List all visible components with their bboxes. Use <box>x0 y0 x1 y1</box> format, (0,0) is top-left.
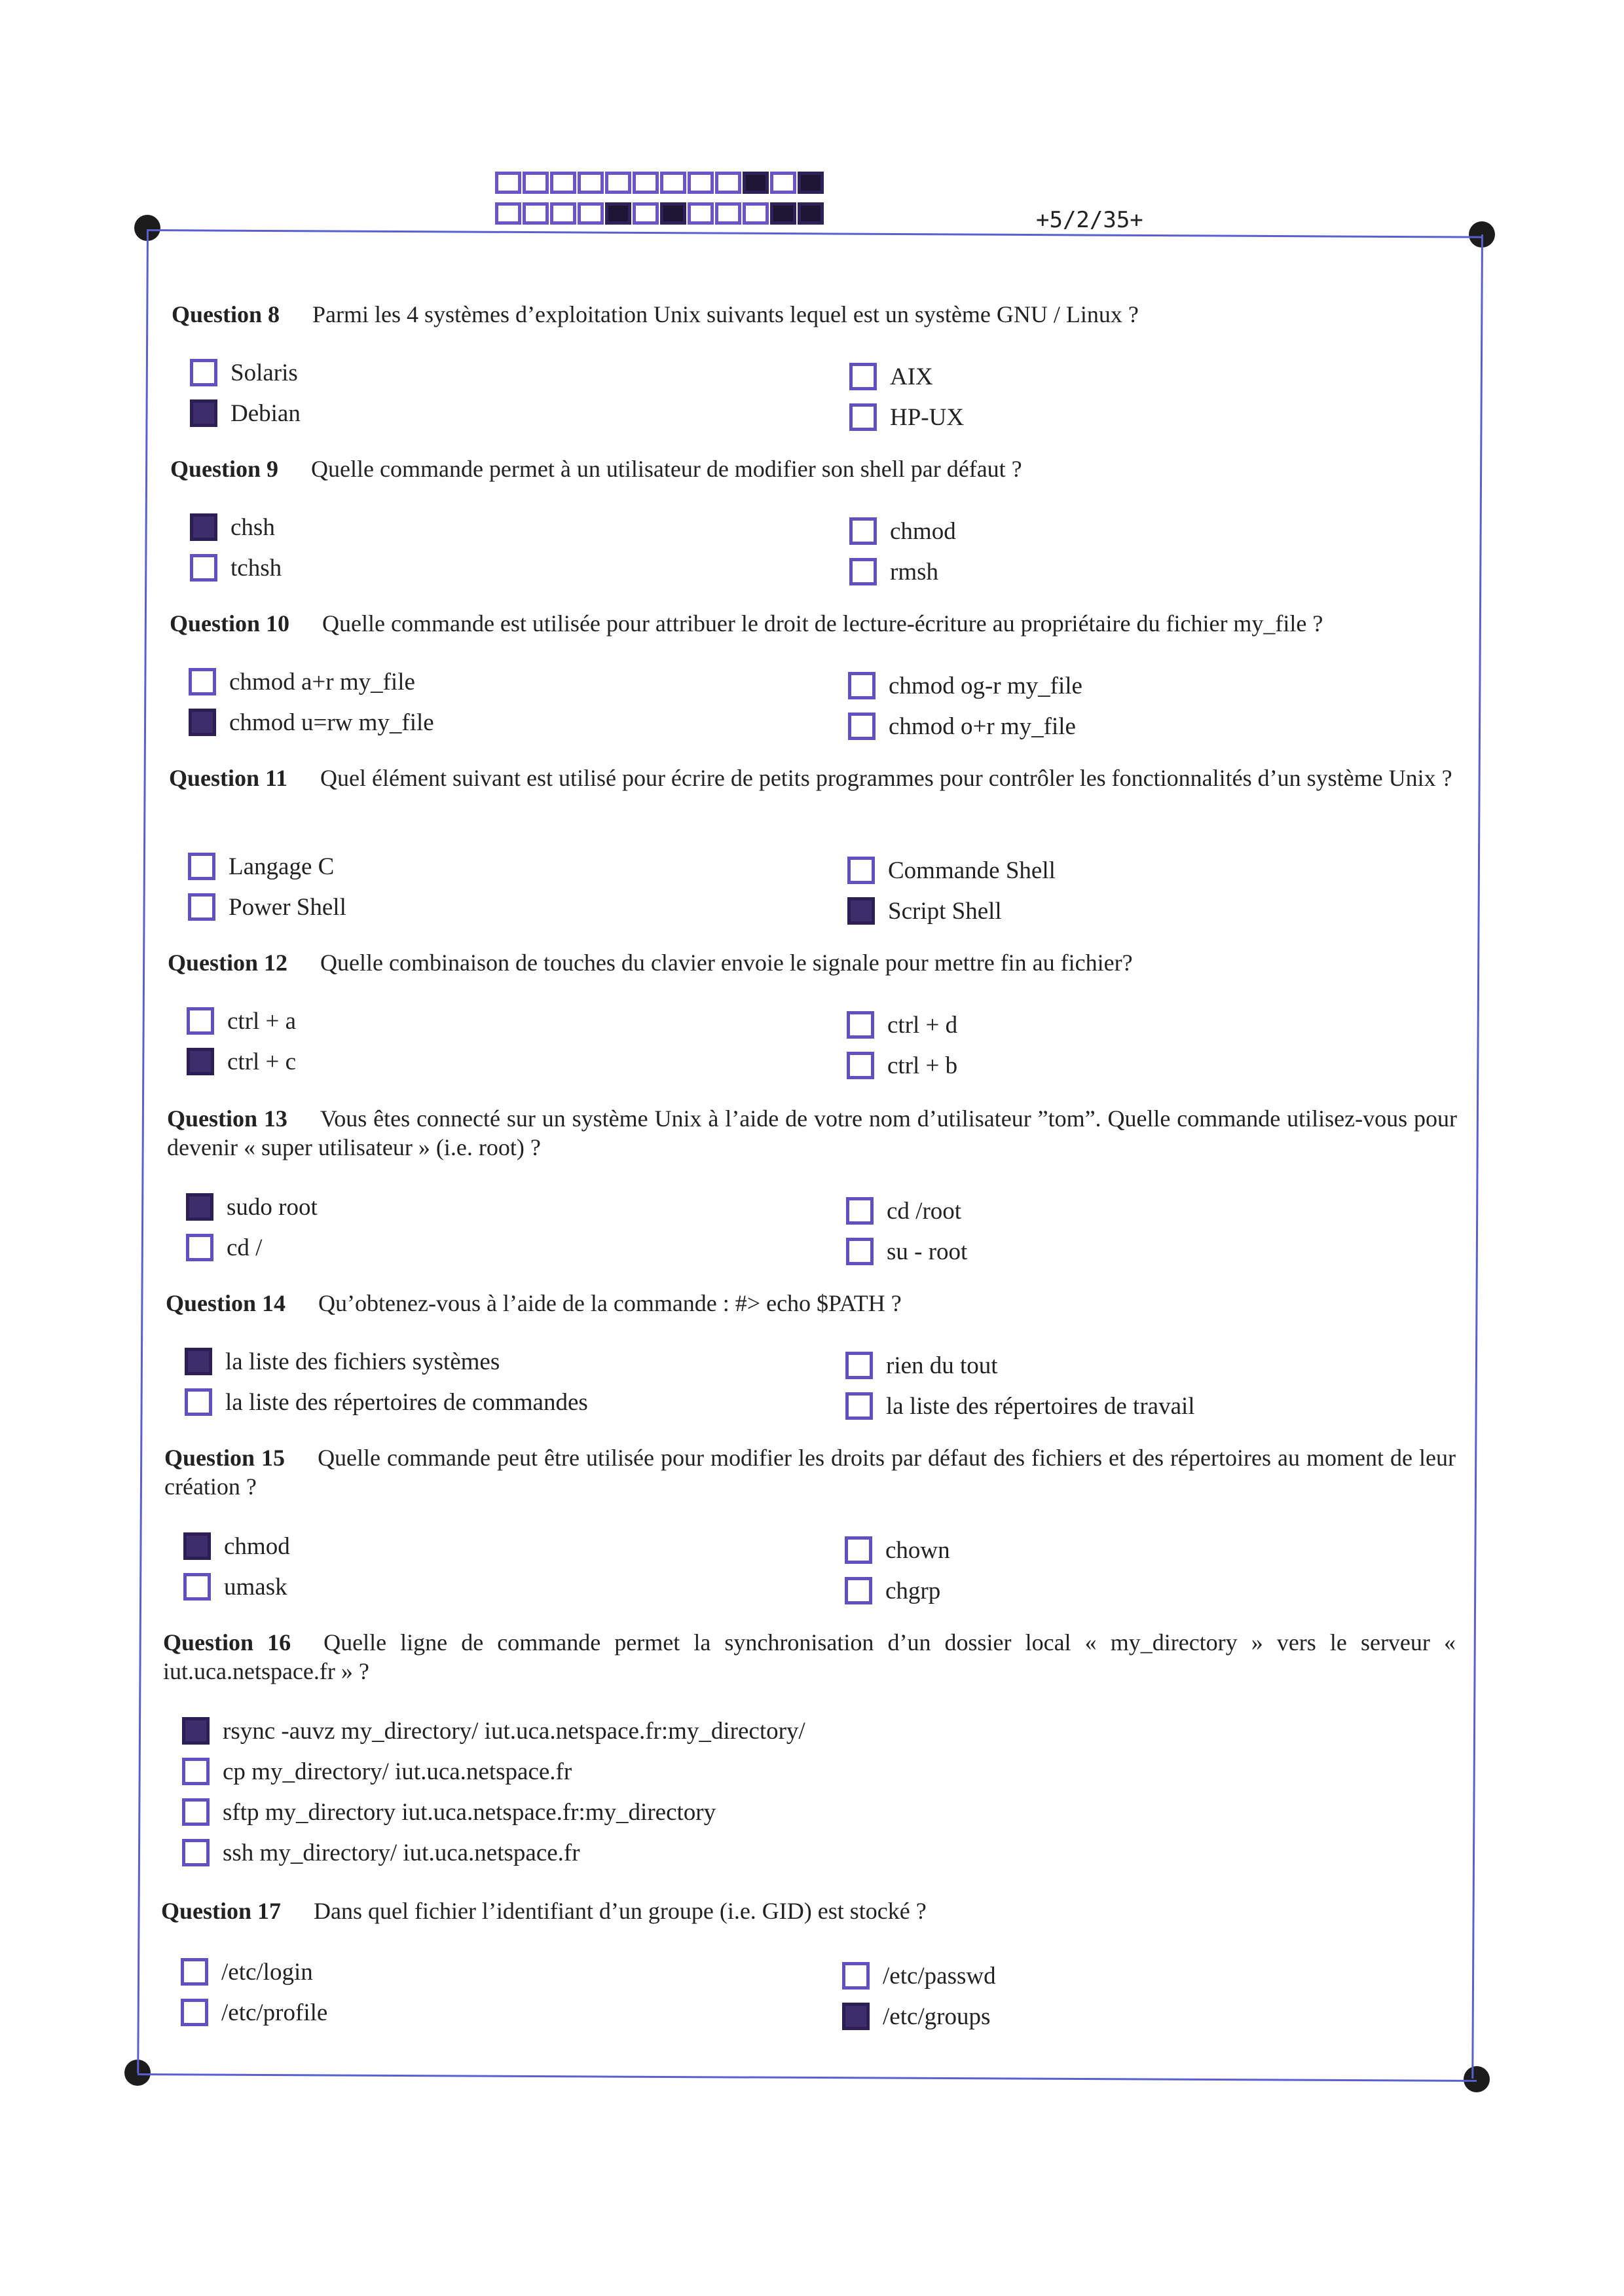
checkbox[interactable] <box>186 1193 213 1221</box>
answer-option[interactable] <box>188 850 334 883</box>
option-label: AIX <box>890 363 933 390</box>
barcode-cell <box>688 202 714 225</box>
answer-option[interactable] <box>181 1955 313 1988</box>
barcode-cell <box>743 172 769 194</box>
barcode-cell <box>798 172 824 194</box>
option-label: la liste des répertoires de travail <box>886 1392 1195 1420</box>
option-label: /etc/groups <box>883 2003 991 2030</box>
answer-option[interactable] <box>187 1005 296 1037</box>
question-label: Question 8 <box>172 301 280 327</box>
question-label: Question 15 <box>164 1445 286 1471</box>
question-13 <box>167 1104 1457 1162</box>
checkbox[interactable] <box>183 1573 211 1601</box>
question-11 <box>169 764 1459 792</box>
barcode-cell <box>578 172 604 194</box>
barcode-cell <box>715 172 741 194</box>
barcode-cell <box>550 172 576 194</box>
barcode-cell <box>495 202 521 225</box>
barcode-cell <box>688 172 714 194</box>
answer-option[interactable] <box>186 1191 318 1223</box>
option-label: chgrp <box>885 1577 941 1604</box>
checkbox[interactable] <box>190 399 217 427</box>
checkbox[interactable] <box>842 2003 870 2030</box>
answer-option[interactable] <box>189 665 415 698</box>
checkbox[interactable] <box>181 1999 208 2026</box>
answer-option[interactable] <box>183 1530 290 1563</box>
barcode-cell <box>633 172 659 194</box>
question-text: Dans quel fichier l’identifiant d’un groupe (i.e. GID) est stocké ? <box>314 1898 927 1924</box>
question-text: Quelle commande peut être utilisée pour modifier les droits par défaut des fichiers et des répertoires au moment de leur création ? <box>164 1445 1456 1500</box>
answer-option[interactable] <box>189 706 434 739</box>
question-text: Qu’obtenez-vous à l’aide de la commande : #> echo $PATH ? <box>318 1290 902 1316</box>
answer-option[interactable] <box>842 1959 996 1992</box>
option-label: sftp my_directory iut.uca.netspace.fr:my_directory <box>223 1798 716 1826</box>
checkbox[interactable] <box>186 1234 213 1261</box>
option-label: Solaris <box>231 359 298 386</box>
option-label: rmsh <box>890 558 938 585</box>
checkbox[interactable] <box>190 513 217 541</box>
option-label: chmod a+r my_file <box>229 668 415 695</box>
checkbox[interactable] <box>846 1238 874 1265</box>
checkbox[interactable] <box>849 558 877 585</box>
question-14 <box>166 1289 1456 1318</box>
option-label: /etc/login <box>221 1958 313 1986</box>
barcode-cell <box>605 172 631 194</box>
question-9 <box>170 454 1457 483</box>
barcode-cell <box>715 202 741 225</box>
option-label: chmod <box>890 517 956 545</box>
page-barcode-row-2 <box>495 202 825 225</box>
barcode-cell <box>743 202 769 225</box>
option-label: Langage C <box>229 853 335 880</box>
checkbox[interactable] <box>188 893 215 921</box>
answer-option[interactable] <box>188 891 346 923</box>
answer-option[interactable] <box>846 1194 961 1227</box>
frame-top <box>147 229 1482 238</box>
checkbox[interactable] <box>182 1717 210 1745</box>
question-label: Question 10 <box>170 610 290 637</box>
answer-option[interactable] <box>847 895 1002 927</box>
option-label: sudo root <box>227 1193 318 1221</box>
barcode-cell <box>633 202 659 225</box>
question-label: Question 13 <box>167 1105 287 1132</box>
answer-option[interactable] <box>182 1796 716 1828</box>
option-label: Commande Shell <box>888 857 1056 884</box>
checkbox[interactable] <box>845 1577 872 1604</box>
option-label: Power Shell <box>229 893 346 921</box>
answer-option[interactable] <box>845 1390 1195 1422</box>
option-label: la liste des fichiers systèmes <box>225 1348 500 1375</box>
question-label: Question 9 <box>170 456 279 482</box>
question-12 <box>168 948 1458 977</box>
barcode-cell <box>605 202 631 225</box>
question-text: Quelle commande est utilisée pour attribuer le droit de lecture-écriture au propriétaire du fichier my_file ? <box>322 610 1323 637</box>
barcode-cell <box>798 202 824 225</box>
answer-option[interactable] <box>842 2000 990 2033</box>
answer-option[interactable] <box>847 1009 957 1041</box>
checkbox[interactable] <box>845 1536 872 1564</box>
barcode-cell <box>770 172 796 194</box>
answer-option[interactable] <box>181 1996 327 2029</box>
answer-option[interactable] <box>849 555 938 588</box>
checkbox[interactable] <box>187 1048 214 1075</box>
option-label: cd /root <box>887 1197 962 1225</box>
checkbox[interactable] <box>189 709 216 736</box>
answer-option[interactable] <box>183 1570 287 1603</box>
checkbox[interactable] <box>847 857 875 884</box>
option-label: ctrl + b <box>887 1052 958 1079</box>
frame-left <box>137 229 149 2073</box>
answer-option[interactable] <box>185 1345 500 1378</box>
answer-option[interactable] <box>845 1574 940 1607</box>
barcode-cell <box>550 202 576 225</box>
checkbox[interactable] <box>849 363 877 390</box>
page-identifier: +5/2/35+ <box>1036 207 1143 233</box>
answer-option[interactable] <box>847 854 1056 887</box>
answer-option[interactable] <box>190 551 282 584</box>
checkbox[interactable] <box>845 1392 873 1420</box>
checkbox[interactable] <box>189 668 216 695</box>
question-text: Parmi les 4 systèmes d’exploitation Unix suivants lequel est un système GNU / Linux ? <box>312 301 1139 327</box>
answer-option[interactable] <box>186 1231 262 1264</box>
option-label: HP-UX <box>890 403 965 431</box>
option-label: ctrl + a <box>227 1007 297 1035</box>
question-label: Question 17 <box>161 1898 282 1924</box>
question-text: Quelle ligne de commande permet la synchronisation d’un dossier local « my_directory » vers le serveur « iut.uca.netspace.fr » ? <box>163 1629 1456 1684</box>
question-text: Quel élément suivant est utilisé pour écrire de petits programmes pour contrôler les fonctionnalités d’un système Unix ? <box>320 765 1452 791</box>
answer-option[interactable] <box>190 511 275 544</box>
option-label: tchsh <box>231 554 282 582</box>
checkbox[interactable] <box>182 1798 210 1826</box>
answer-option[interactable] <box>845 1349 998 1382</box>
option-label: rsync -auvz my_directory/ iut.uca.netspace.fr:my_directory/ <box>223 1717 805 1745</box>
answer-option[interactable] <box>848 710 1076 743</box>
answer-option[interactable] <box>848 669 1082 702</box>
barcode-cell <box>770 202 796 225</box>
barcode-cell <box>660 172 686 194</box>
checkbox[interactable] <box>182 1839 210 1866</box>
option-label: ctrl + d <box>887 1011 958 1039</box>
question-label: Question 16 <box>163 1629 291 1656</box>
answer-option[interactable] <box>847 1049 957 1082</box>
option-label: su - root <box>887 1238 968 1265</box>
question-text: Vous êtes connecté sur un système Unix à l’aide de votre nom d’utilisateur ”tom”. Quelle commande utilisez-vous pour devenir « super utilisateur » (i.e. root) ? <box>167 1105 1457 1160</box>
checkbox[interactable] <box>847 897 875 925</box>
option-label: chown <box>885 1536 950 1564</box>
checkbox[interactable] <box>187 1007 214 1035</box>
answer-option[interactable] <box>190 397 301 430</box>
checkbox[interactable] <box>185 1388 212 1416</box>
question-8 <box>172 300 1458 329</box>
answer-option[interactable] <box>187 1045 296 1078</box>
barcode-cell <box>495 172 521 194</box>
checkbox[interactable] <box>849 403 877 431</box>
answer-option[interactable] <box>846 1235 967 1268</box>
checkbox[interactable] <box>181 1958 208 1986</box>
option-label: ctrl + c <box>227 1048 297 1075</box>
answer-option[interactable] <box>190 356 298 389</box>
answer-option[interactable] <box>849 515 956 547</box>
barcode-cell <box>523 202 549 225</box>
checkbox[interactable] <box>848 713 876 740</box>
option-label: rien du tout <box>886 1352 998 1379</box>
checkbox[interactable] <box>849 517 877 545</box>
option-label: cp my_directory/ iut.uca.netspace.fr <box>223 1758 572 1785</box>
checkbox[interactable] <box>845 1352 873 1379</box>
checkbox[interactable] <box>188 853 215 880</box>
option-label: chmod <box>224 1532 290 1560</box>
barcode-cell <box>660 202 686 225</box>
checkbox[interactable] <box>842 1962 870 1990</box>
option-label: chsh <box>231 513 275 541</box>
option-label: cd / <box>227 1234 263 1261</box>
question-15 <box>164 1443 1456 1501</box>
question-16 <box>163 1628 1456 1686</box>
checkbox[interactable] <box>190 359 217 386</box>
question-label: Question 11 <box>169 765 288 791</box>
question-text: Quelle commande permet à un utilisateur de modifier son shell par défaut ? <box>311 456 1022 482</box>
option-label: umask <box>224 1573 287 1601</box>
checkbox[interactable] <box>190 554 217 582</box>
checkbox[interactable] <box>182 1758 210 1785</box>
frame-right <box>1471 234 1483 2079</box>
checkbox[interactable] <box>848 672 876 699</box>
frame-bottom <box>138 2073 1477 2082</box>
answer-option[interactable] <box>845 1534 950 1566</box>
checkbox[interactable] <box>847 1052 874 1079</box>
answer-option[interactable] <box>182 1755 572 1788</box>
option-label: /etc/passwd <box>883 1962 996 1990</box>
answer-option[interactable] <box>849 360 933 393</box>
question-label: Question 14 <box>166 1290 286 1316</box>
answer-option[interactable] <box>849 401 964 434</box>
answer-option[interactable] <box>182 1836 580 1869</box>
page-barcode-row-1 <box>495 172 825 194</box>
question-17 <box>161 1897 1454 1925</box>
option-label: la liste des répertoires de commandes <box>225 1388 588 1416</box>
option-label: chmod u=rw my_file <box>229 709 434 736</box>
barcode-cell <box>523 172 549 194</box>
question-text: Quelle combinaison de touches du clavier envoie le signale pour mettre fin au fichier? <box>320 950 1133 976</box>
question-10 <box>170 609 1458 638</box>
checkbox[interactable] <box>847 1011 874 1039</box>
checkbox[interactable] <box>846 1197 874 1225</box>
barcode-cell <box>578 202 604 225</box>
option-label: ssh my_directory/ iut.uca.netspace.fr <box>223 1839 580 1866</box>
question-label: Question 12 <box>168 950 288 976</box>
answer-option[interactable] <box>185 1386 588 1418</box>
option-label: Script Shell <box>888 897 1002 925</box>
checkbox[interactable] <box>183 1532 211 1560</box>
option-label: chmod o+r my_file <box>889 713 1076 740</box>
option-label: /etc/profile <box>221 1999 328 2026</box>
answer-option[interactable] <box>182 1714 805 1747</box>
option-label: chmod og-r my_file <box>889 672 1082 699</box>
option-label: Debian <box>231 399 301 427</box>
checkbox[interactable] <box>185 1348 212 1375</box>
